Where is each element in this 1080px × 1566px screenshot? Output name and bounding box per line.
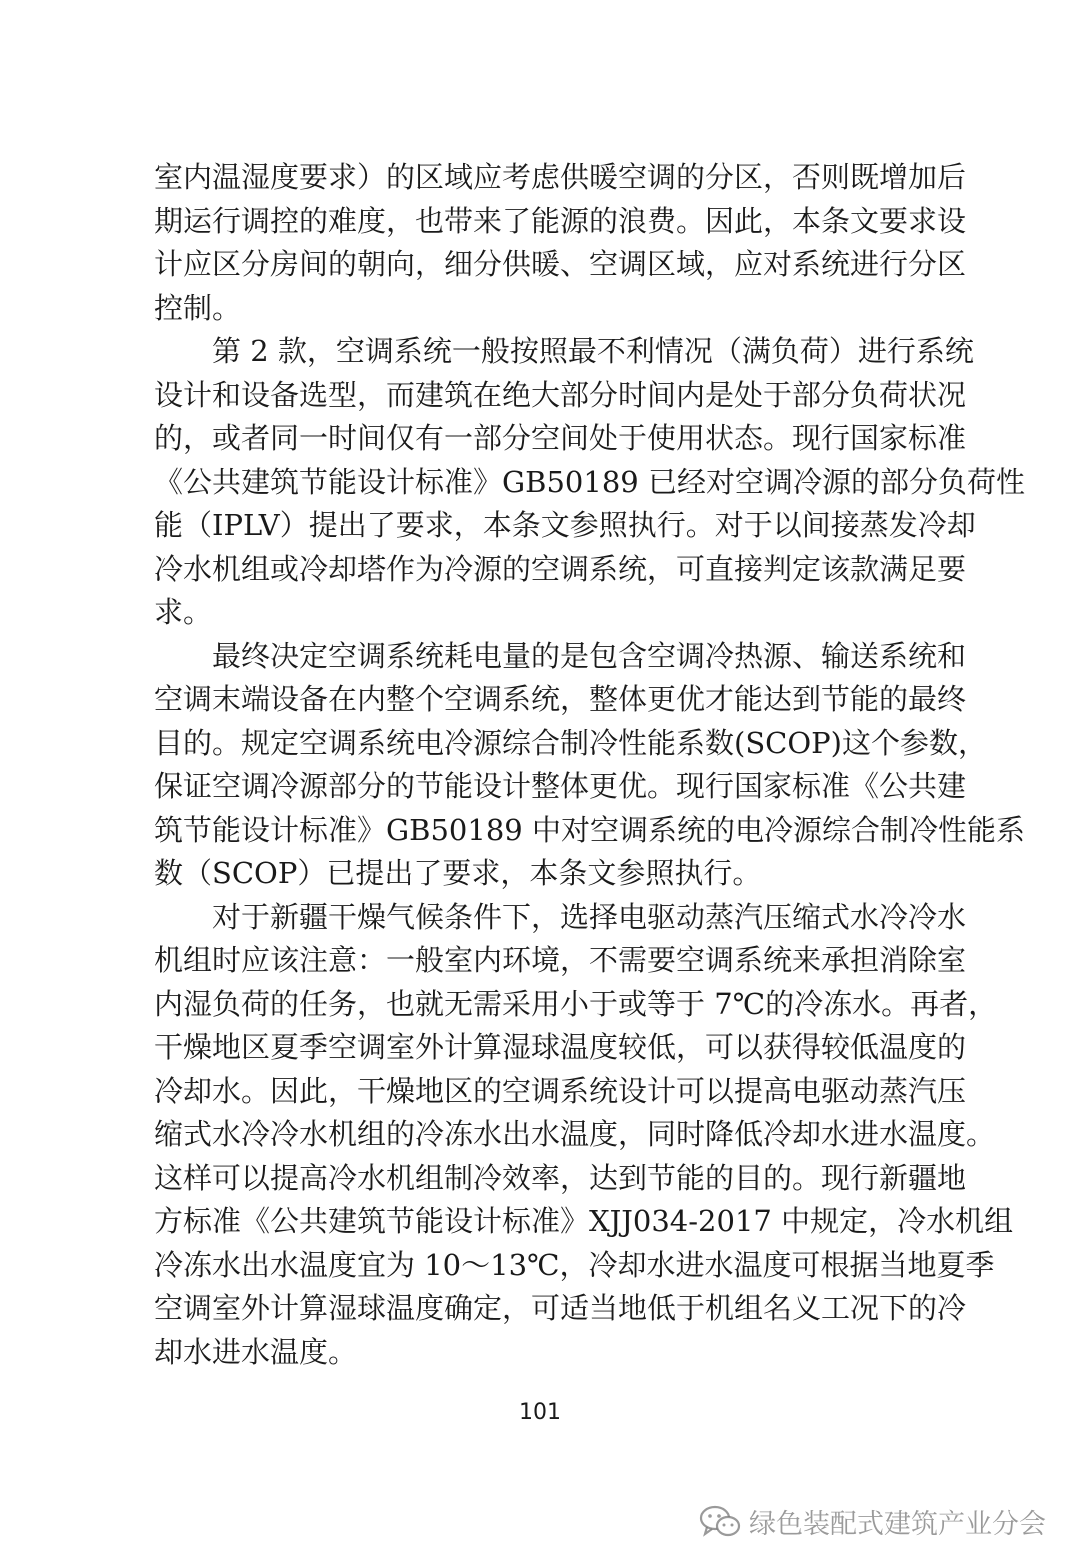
text-line: 干燥地区夏季空调室外计算湿球温度较低，可以获得较低温度的 (154, 1030, 967, 1064)
text-line: 空调室外计算湿球温度确定，可适当地低于机组名义工况下的冷 (154, 1291, 967, 1325)
text-line: 计应区分房间的朝向，细分供暖、空调区域，应对系统进行分区 (154, 247, 967, 281)
body-text (154, 156, 1025, 1374)
text-line: 求。 (154, 595, 213, 629)
wechat-icon (699, 1504, 741, 1540)
text-line: 冷水机组或冷却塔作为冷源的空调系统，可直接判定该款满足要 (154, 551, 967, 586)
text-line: 冷冻水出水温度宜为 10～13℃，冷却水进水温度可根据当地夏季 (154, 1247, 995, 1282)
text-line: 期运行调控的难度，也带来了能源的浪费。因此，本条文要求设 (154, 203, 967, 238)
text-line: 机组时应该注意：一般室内环境，不需要空调系统来承担消除室 (154, 943, 967, 977)
text-line: 筑节能设计标准》GB50189 中对空调系统的电冷源综合制冷性能系 (154, 812, 1025, 847)
text-line: 《公共建筑节能设计标准》GB50189 已经对空调冷源的部分负荷性 (154, 464, 1025, 499)
text-line: 却水进水温度。 (154, 1334, 358, 1369)
text-line: 空调末端设备在内整个空调系统，整体更优才能达到节能的最终 (154, 682, 967, 716)
text-line: 目的。规定空调系统电冷源综合制冷性能系数(SCOP)这个参数， (154, 725, 987, 760)
paragraph-start-line: 最终决定空调系统耗电量的是包含空调冷热源、输送系统和 (212, 638, 967, 673)
text-line: 设计和设备选型，而建筑在绝大部分时间内是处于部分负荷状况 (154, 377, 967, 412)
text-line: 冷却水。因此，干燥地区的空调系统设计可以提高电驱动蒸汽压 (154, 1073, 967, 1108)
watermark (699, 1502, 1046, 1541)
page-number: 101 (519, 1400, 561, 1425)
text-line: 室内温湿度要求）的区域应考虑供暖空调的分区，否则既增加后 (154, 160, 967, 194)
text-line: 能（IPLV）提出了要求，本条文参照执行。对于以间接蒸发冷却 (154, 508, 976, 542)
text-line: 的，或者同一时间仅有一部分空间处于使用状态。现行国家标准 (154, 421, 967, 455)
text-line: 缩式水冷冷水机组的冷冻水出水温度，同时降低冷却水进水温度。 (154, 1117, 996, 1151)
paragraph-start-line: 对于新疆干燥气候条件下，选择电驱动蒸汽压缩式水冷冷水 (212, 899, 967, 934)
paragraph-start-line: 第 2 款，空调系统一般按照最不利情况（满负荷）进行系统 (212, 334, 974, 368)
text-line: 控制。 (154, 290, 242, 325)
watermark-text: 绿色装配式建筑产业分会 (749, 1509, 1046, 1540)
text-line: 这样可以提高冷水机组制冷效率，达到节能的目的。现行新疆地 (154, 1160, 967, 1195)
text-line: 保证空调冷源部分的节能设计整体更优。现行国家标准《公共建 (154, 769, 967, 803)
text-line: 内湿负荷的任务，也就无需采用小于或等于 7℃的冷冻水。再者， (154, 986, 998, 1021)
text-line: 方标准《公共建筑节能设计标准》XJJ034-2017 中规定，冷水机组 (154, 1204, 1014, 1238)
text-line: 数（SCOP）已提出了要求，本条文参照执行。 (154, 856, 762, 890)
